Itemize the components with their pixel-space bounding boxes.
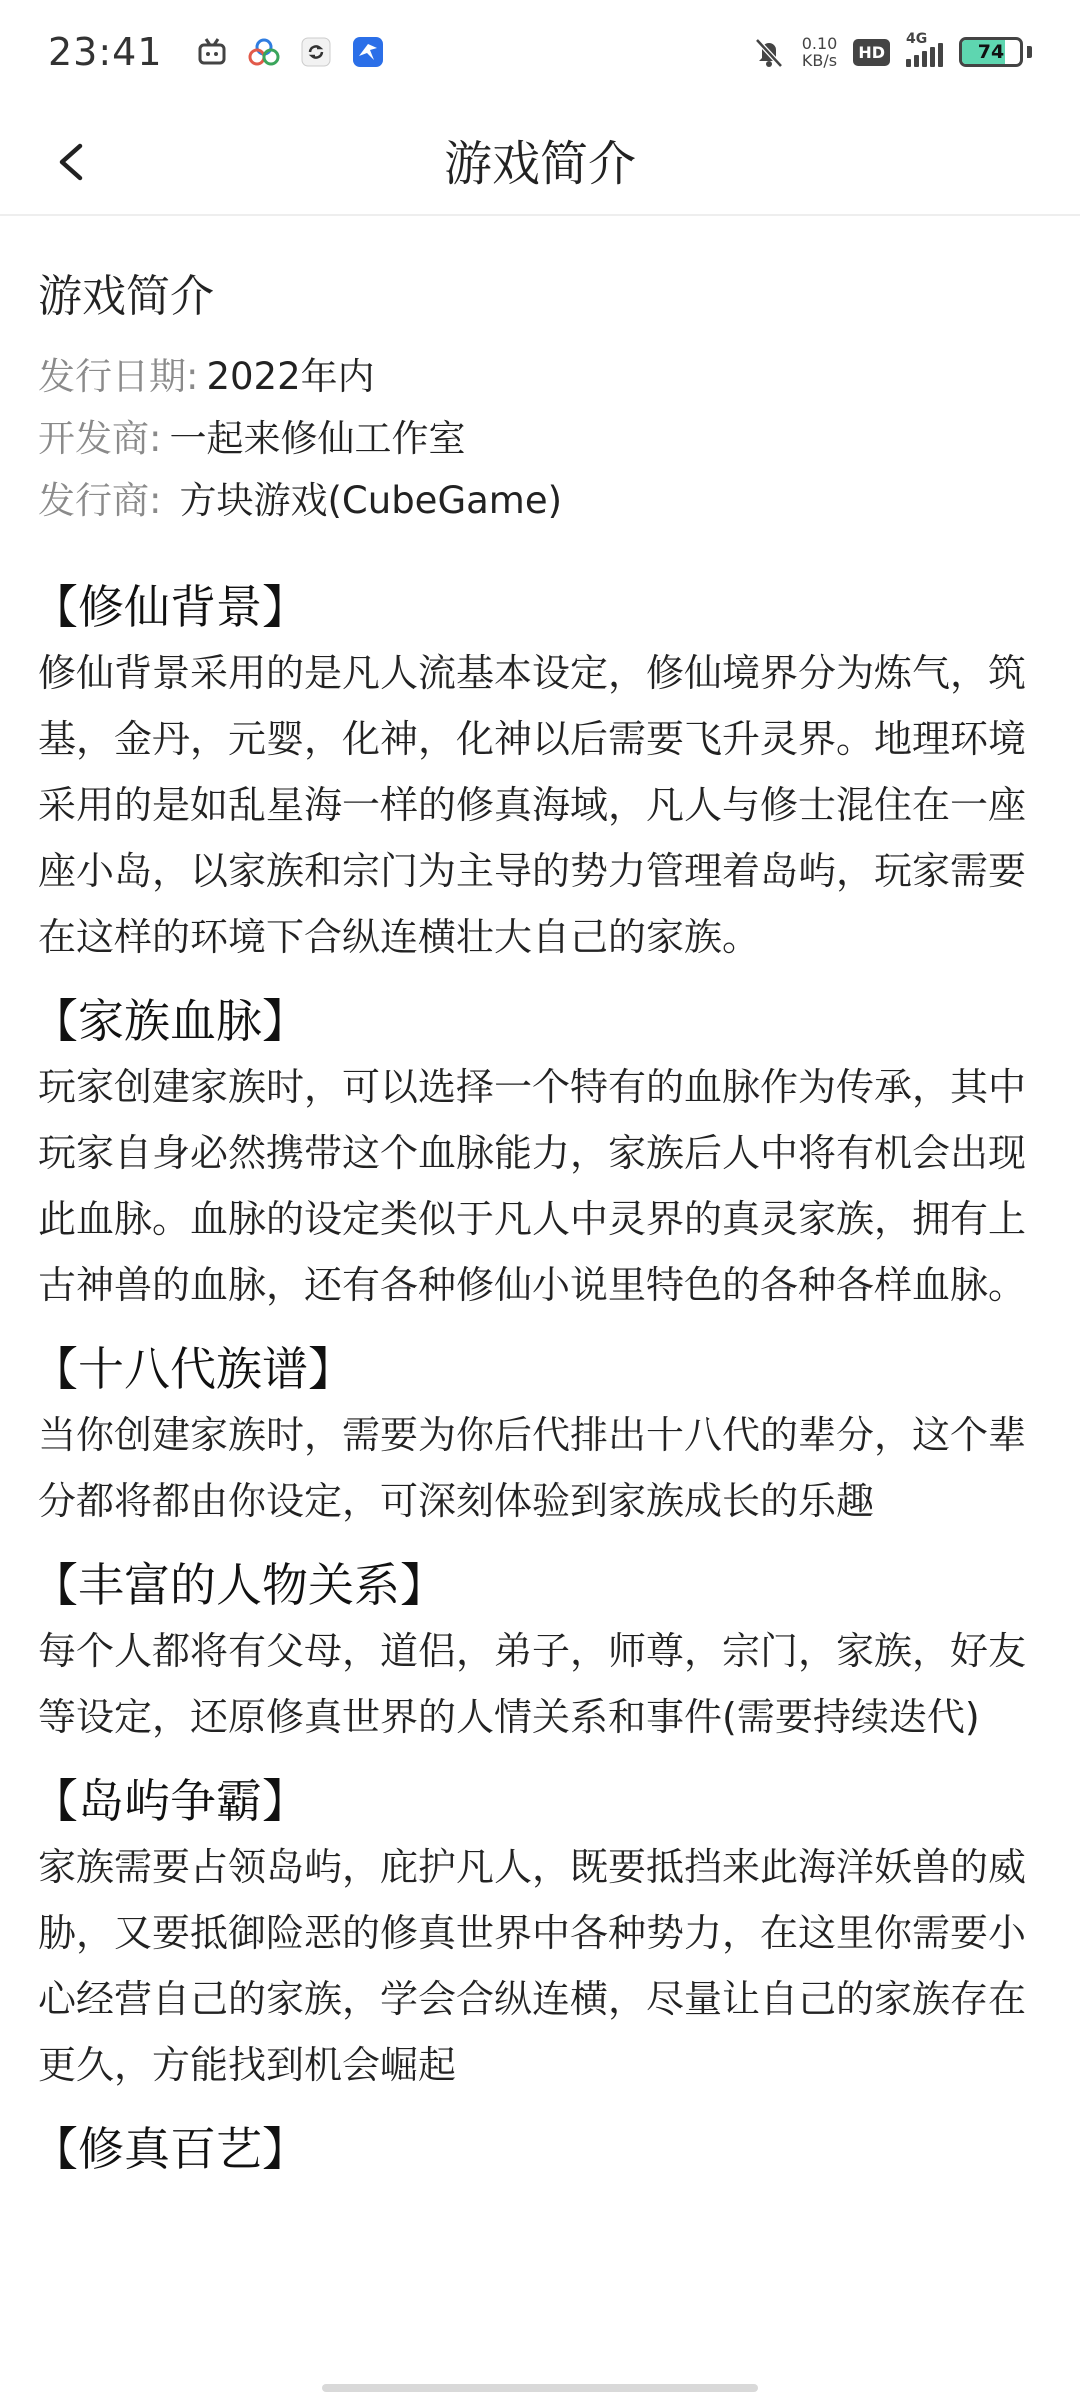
bird-app-icon <box>351 35 385 69</box>
mute-bell-icon <box>752 35 786 69</box>
sync-app-icon <box>299 35 333 69</box>
game-intro-content <box>32 260 1048 2200</box>
section-heading: 【丰富的人物关系】 <box>32 1558 446 1612</box>
description-section <box>32 1552 1048 1750</box>
network-speed <box>802 35 838 69</box>
section-text: 家族需要占领岛屿，庇护凡人，既要抵挡来此海洋妖兽的威胁，又要抵御险恶的修真世界中各种势力，在这里你需要小心经营自己的家族，学会合纵连横，尽量让自己的家族存在更久，方能找到机会崛起 <box>38 1845 1027 2087</box>
status-bar-left <box>48 30 385 74</box>
developer-value: 一起来修仙工作室 <box>169 417 466 460</box>
release-date-row <box>38 346 1048 408</box>
status-bar-right <box>752 31 1032 70</box>
status-time: 23:41 <box>48 30 163 74</box>
section-text: 每个人都将有父母，道侣，弟子，师尊，宗门，家族，好友等设定，还原修真世界的人情关系和事件(需要持续迭代) <box>38 1629 1027 1739</box>
description-section <box>32 988 1048 1318</box>
page-title: 游戏简介 <box>443 135 636 192</box>
network-speed-value: 0.10 <box>801 34 838 53</box>
page-header <box>0 104 1080 216</box>
tv-app-icon <box>195 35 229 69</box>
publisher-label: 发行商: <box>38 479 162 522</box>
section-heading: 【十八代族谱】 <box>32 1342 354 1396</box>
signal-strength-icon <box>906 31 943 67</box>
intro-section-title: 游戏简介 <box>38 271 214 322</box>
section-heading: 【修真百艺】 <box>32 2122 308 2176</box>
network-type: 4G <box>906 31 928 47</box>
release-date-value: 2022年内 <box>206 355 375 398</box>
hd-badge: HD <box>853 39 890 66</box>
section-text: 修仙背景采用的是凡人流基本设定，修仙境界分为炼气，筑基，金丹，元婴，化神，化神以后需要飞升灵界。地理环境采用的是如乱星海一样的修真海域，凡人与修士混住在一座座小岛，以家族和宗门为主导的势力管理着岛屿，玩家需要在这样的环境下合纵连横壮大自己的家族。 <box>38 651 1027 959</box>
publisher-value: 方块游戏(CubeGame) <box>179 479 563 522</box>
developer-label: 开发商: <box>38 417 162 460</box>
publisher-row <box>38 470 1048 532</box>
description-section <box>32 2116 1048 2182</box>
status-bar <box>0 0 1080 104</box>
description-section <box>32 1768 1048 2098</box>
back-button[interactable] <box>36 126 108 198</box>
battery-icon <box>959 37 1023 67</box>
cloud-app-icon <box>247 35 281 69</box>
section-text: 当你创建家族时，需要为你后代排出十八代的辈分，这个辈分都将都由你设定，可深刻体验到家族成长的乐趣 <box>38 1413 1027 1523</box>
game-description <box>32 574 1048 2182</box>
chevron-left-icon <box>50 140 94 184</box>
release-date-label: 发行日期: <box>38 355 199 398</box>
section-text: 玩家创建家族时，可以选择一个特有的血脉作为传承，其中玩家自身必然携带这个血脉能力，家族后人中将有机会出现此血脉。血脉的设定类似于凡人中灵界的真灵家族，拥有上古神兽的血脉，还有各种修仙小说里特色的各种各样血脉。 <box>38 1065 1027 1307</box>
home-indicator[interactable] <box>322 2384 758 2392</box>
description-section <box>32 574 1048 970</box>
battery-level: 74 <box>977 41 1005 63</box>
section-heading: 【家族血脉】 <box>32 994 308 1048</box>
section-heading: 【修仙背景】 <box>32 580 308 634</box>
network-speed-unit: KB/s <box>801 51 838 70</box>
developer-row <box>38 408 1048 470</box>
section-heading: 【岛屿争霸】 <box>32 1774 308 1828</box>
description-section <box>32 1336 1048 1534</box>
